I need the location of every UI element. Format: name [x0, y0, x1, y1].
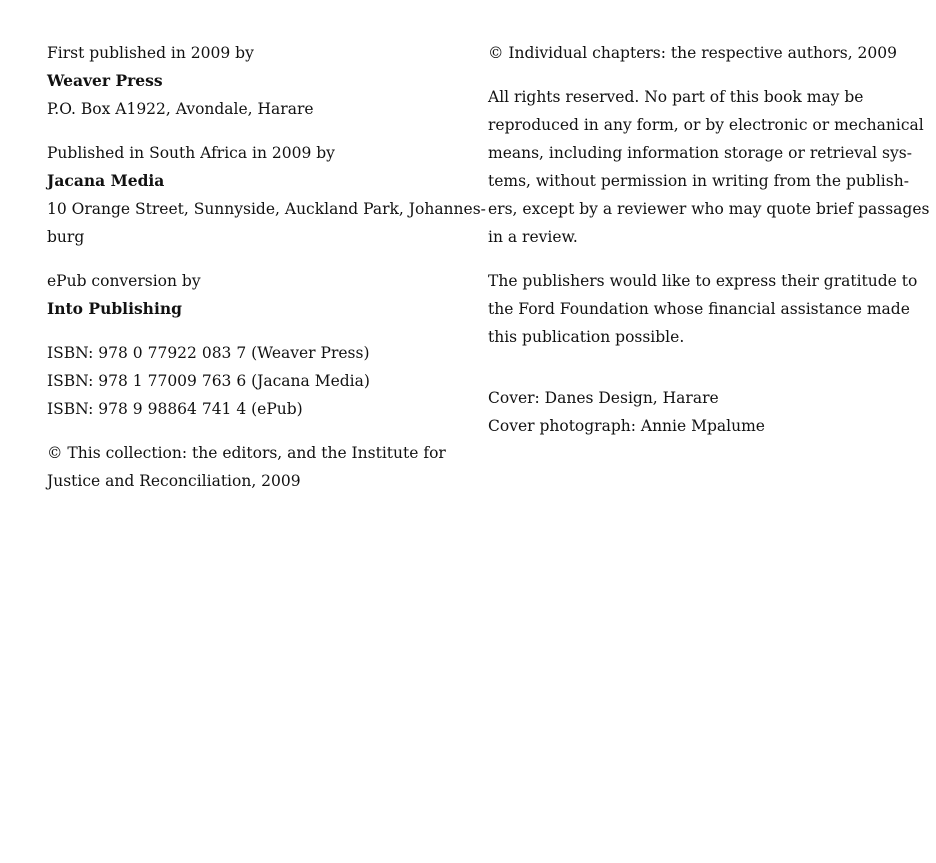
- gratitude-block: [488, 267, 918, 351]
- sa-published-intro: Published in South Africa in 2009 by: [47, 144, 335, 162]
- rights-line: ers, except by a reviewer who may quote brief passages: [488, 200, 930, 218]
- collection-copyright-line: Justice and Reconciliation, 2009: [47, 472, 301, 490]
- rights-line: tems, without permission in writing from the publish-: [488, 172, 909, 190]
- sa-publisher-address-line: burg: [47, 228, 85, 246]
- collection-copyright-block: [47, 439, 447, 495]
- right-column: [488, 39, 930, 456]
- cover-design-credit: Cover: Danes Design, Harare: [488, 389, 719, 407]
- rights-line: means, including information storage or retrieval sys-: [488, 144, 912, 162]
- rights-line: reproduced in any form, or by electronic or mechanical: [488, 116, 924, 134]
- sa-publisher-block: [47, 139, 486, 251]
- rights-line: All rights reserved. No part of this book may be: [488, 88, 864, 106]
- collection-copyright-line: © This collection: the editors, and the Institute for: [47, 444, 446, 462]
- isbn-line: ISBN: 978 0 77922 083 7 (Weaver Press): [47, 344, 370, 362]
- cover-photo-credit: Cover photograph: Annie Mpalume: [488, 417, 765, 435]
- first-publisher-address: P.O. Box A1922, Avondale, Harare: [47, 100, 314, 118]
- rights-line: in a review.: [488, 228, 578, 246]
- isbn-line: ISBN: 978 1 77009 763 6 (Jacana Media): [47, 372, 370, 390]
- cover-credits-block: [488, 384, 888, 440]
- epub-block: [47, 267, 447, 323]
- isbn-block: [47, 339, 447, 423]
- first-published-intro: First published in 2009 by: [47, 44, 254, 62]
- epub-intro: ePub conversion by: [47, 272, 201, 290]
- isbn-line: ISBN: 978 9 98864 741 4 (ePub): [47, 400, 303, 418]
- left-column: [47, 39, 486, 511]
- gratitude-line: this publication possible.: [488, 328, 685, 346]
- gratitude-line: the Ford Foundation whose financial assistance made: [488, 300, 910, 318]
- chapters-copyright-line: © Individual chapters: the respective authors, 2009: [488, 44, 897, 62]
- chapters-copyright-block: [488, 39, 897, 67]
- sa-publisher-address-line: 10 Orange Street, Sunnyside, Auckland Park, Johannes-: [47, 200, 486, 218]
- first-publisher-name: Weaver Press: [47, 71, 163, 90]
- rights-reserved-block: [488, 83, 930, 251]
- gratitude-line: The publishers would like to express their gratitude to: [488, 272, 918, 290]
- sa-publisher-name: Jacana Media: [47, 171, 165, 190]
- epub-converter-name: Into Publishing: [47, 299, 182, 318]
- first-publisher-block: [47, 39, 447, 123]
